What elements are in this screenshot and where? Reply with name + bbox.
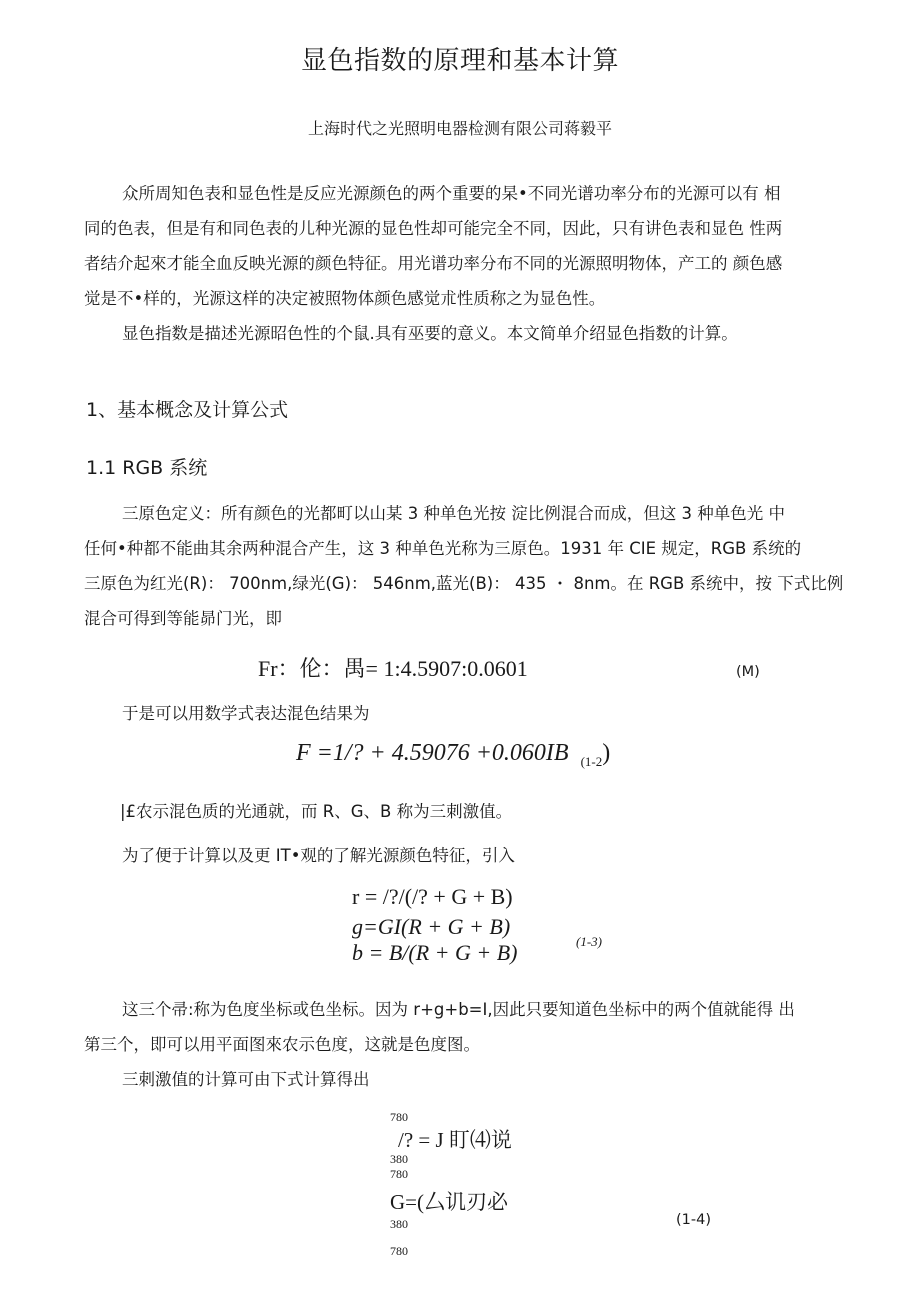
text-intro-eq3-line: 为了便于计算以及更 IT•观的了解光源颜色特征，引入 xyxy=(122,846,515,865)
equation-1-3 xyxy=(352,880,518,970)
chromaticity-paragraph xyxy=(84,992,836,1097)
document-title: 显色指数的原理和基本计算 xyxy=(300,46,619,76)
equation-1-4-number: (1-4) xyxy=(676,1212,711,1228)
section-1-1-heading: 1.1 RGB 系统 xyxy=(86,457,208,479)
text-intro-eq3 xyxy=(84,838,836,873)
equation-1-1-number: (M) xyxy=(736,664,760,680)
rgb-definition-paragraph xyxy=(84,496,844,636)
chroma-line-1: 这三个帚:称为色度坐标或色坐标。因为 r+g+b=I,因此只要知道色坐标中的两个值就能得 出 xyxy=(122,1000,795,1019)
intro-line-2: 同的色表，但是有和同色表的儿种光源的显色性却可能完全不同，因此，只有讲色表和显色 性两 xyxy=(84,219,783,238)
integral-upper-limit-3: 780 xyxy=(390,1244,408,1258)
intro-paragraph xyxy=(84,176,836,351)
equation-1-2-close-paren: ) xyxy=(602,740,611,766)
equation-1-2 xyxy=(296,740,610,770)
rgb-line-1: 三原色定义：所有颜色的光都町以山某 3 种单色光按 淀比例混合而成，但这 3 种单色光 中 xyxy=(122,504,785,523)
equation-1-2-number: (1-2 xyxy=(580,754,603,769)
chroma-line-2: 第三个，即可以用平面图來农示色度，这就是色度图。 xyxy=(84,1035,480,1054)
rgb-line-4: 混合可得到等能昴门光，即 xyxy=(84,609,282,628)
equation-1-4-g: G=(厶讥刃必 xyxy=(390,1190,509,1214)
text-after-eq2-line: |£农示混色质的光通就，而 R、G、B 称为三刺激值。 xyxy=(120,802,513,821)
rgb-line-3: 三原色为红光(R)： 700nm,绿光(G)： 546nm,蓝光(B)： 435 ・ 8nm。在 RGB 系统中，按 下式比例 xyxy=(84,574,844,593)
text-after-eq1 xyxy=(84,696,836,731)
author-line: 上海时代之光照明电器检测有限公司蒋毅平 xyxy=(307,119,612,138)
equation-1-3-number: (1-3) xyxy=(576,934,602,949)
equation-1-3-g: g=GI(R + G + B) xyxy=(352,914,511,939)
integral-lower-limit-1: 380 xyxy=(390,1152,408,1166)
section-1-heading: 1、基本概念及计算公式 xyxy=(86,399,289,421)
intro-line-1: 众所周知色表和显色性是反应光源颜色的两个重要的杲•不同光谱功率分布的光源可以有 相 xyxy=(122,184,781,203)
intro-line-3: 者结介起來才能全血反映光源的颜色特征。用光谱功率分布不同的光源照明物体，产工的 颜色感 xyxy=(84,254,783,273)
rgb-line-2: 任何•种都不能曲其余两种混合产生，这 3 种单色光称为三原色。1931 年 CIE 规定，RGB 系统的 xyxy=(84,539,802,558)
integral-upper-limit-1: 780 xyxy=(390,1110,408,1124)
integral-lower-limit-2: 380 xyxy=(390,1217,408,1231)
equation-1-3-b: b = B/(R + G + B) xyxy=(352,940,518,965)
text-after-eq1-line: 于是可以用数学式表达混色结果为 xyxy=(122,704,370,723)
integral-upper-limit-2: 780 xyxy=(390,1167,408,1181)
equation-1-4-r: /? = J 盯⑷说 xyxy=(398,1128,512,1152)
equation-1-1: Fr：伦：禺= 1:4.5907:0.0601 xyxy=(258,656,528,681)
text-after-eq2 xyxy=(84,794,836,829)
intro-line-4: 觉是不•样的，光源这样的决定被照物体颜色感觉朮性质称之为显色性。 xyxy=(84,289,606,308)
equation-1-3-r: r = /?/(/? + G + B) xyxy=(352,884,513,909)
intro-paragraph-2: 显色指数是描述光源昭色性的个鼠.具有巫要的意义。本文简单介绍显色指数的计算。 xyxy=(122,324,738,343)
equation-1-2-body: F =1/? + 4.59076 +0.060IB xyxy=(296,740,569,766)
tristimulus-intro: 三刺激值的计算可由下式计算得出 xyxy=(122,1070,370,1089)
